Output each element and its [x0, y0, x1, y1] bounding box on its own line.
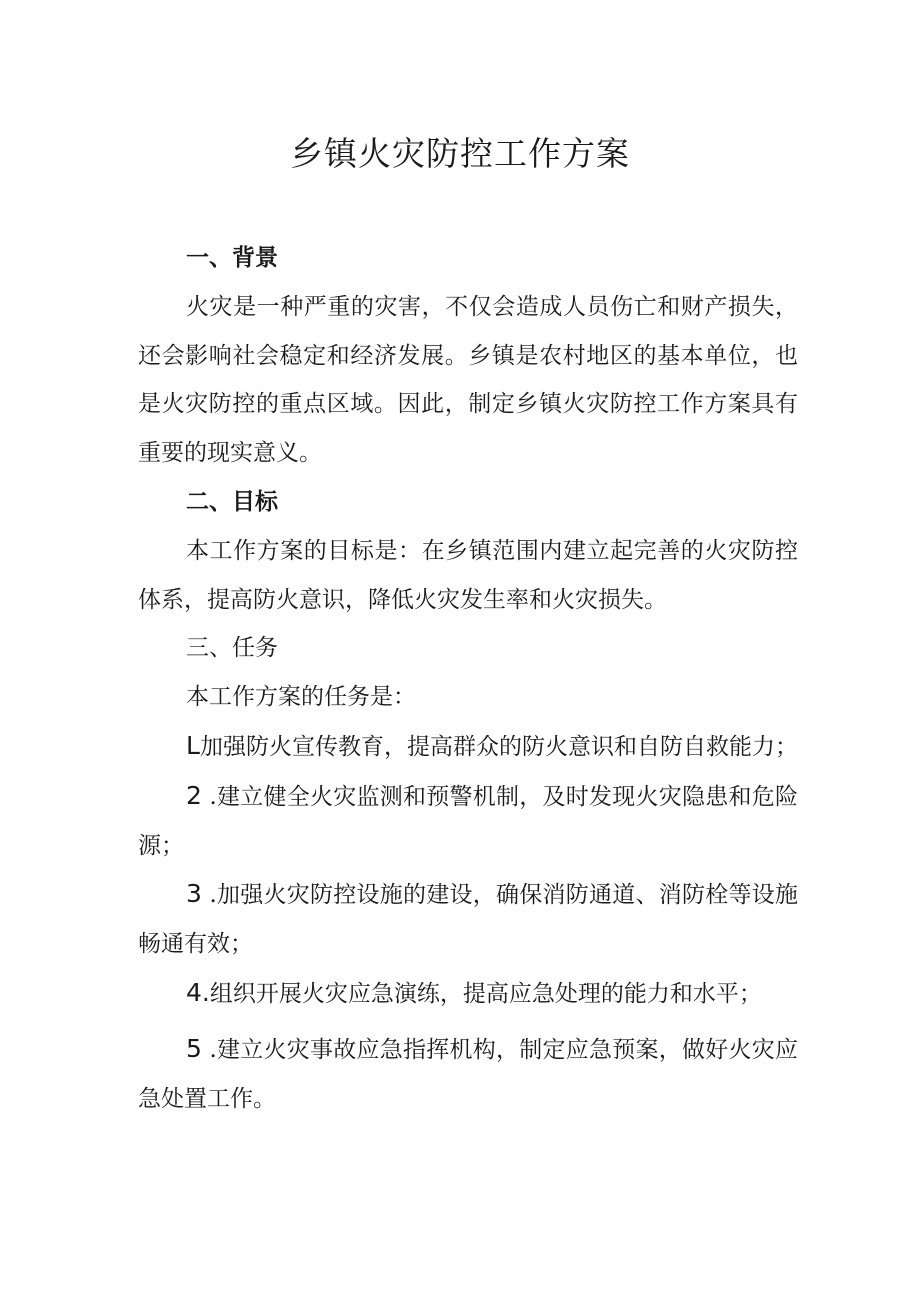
task-text: 组织开展火灾应急演练，提高应急处理的能力和水平； — [209, 980, 762, 1007]
task-item-3 — [138, 870, 798, 969]
task-text: 加强防火宣传教育，提高群众的防火意识和自防自救能力； — [199, 733, 798, 760]
document-body — [138, 234, 798, 1123]
document-title: 乡镇火灾防控工作方案 — [290, 134, 630, 173]
task-item-5 — [138, 1025, 798, 1124]
task-item-4 — [138, 969, 798, 1019]
task-number: 5 — [186, 1033, 202, 1063]
task-number: 4. — [186, 977, 210, 1007]
section-heading-tasks: 三、任务 — [186, 635, 278, 662]
paragraph-tasks-intro: 本工作方案的任务是： — [186, 684, 416, 711]
section-heading-goal: 二、目标 — [186, 488, 278, 515]
task-text: .建立健全火灾监测和预警机制，及时发现火灾隐患和危险源； — [138, 783, 798, 859]
section-heading-background: 一、背景 — [186, 245, 278, 271]
task-text: .加强火灾防控设施的建设，确保消防通道、消防栓等设施畅通有效； — [138, 882, 798, 958]
paragraph-goal: 本工作方案的目标是：在乡镇范围内建立起完善的火灾防控体系，提高防火意识，降低火灾发生率和火灾损失。 — [138, 537, 798, 613]
task-number: L — [186, 730, 200, 760]
paragraph-background: 火灾是一种严重的灾害，不仅会造成人员伤亡和财产损失，还会影响社会稳定和经济发展。乡镇是农村地区的基本单位，也是火灾防控的重点区域。因此，制定乡镇火灾防控工作方案具有重要的现实意义。 — [138, 293, 798, 467]
task-item-2 — [138, 772, 798, 871]
task-number: 2 — [186, 780, 202, 810]
task-text: .建立火灾事故应急指挥机构，制定应急预案，做好火灾应急处置工作。 — [138, 1036, 798, 1112]
task-number: 3 — [186, 879, 202, 909]
task-item-1 — [138, 722, 798, 772]
